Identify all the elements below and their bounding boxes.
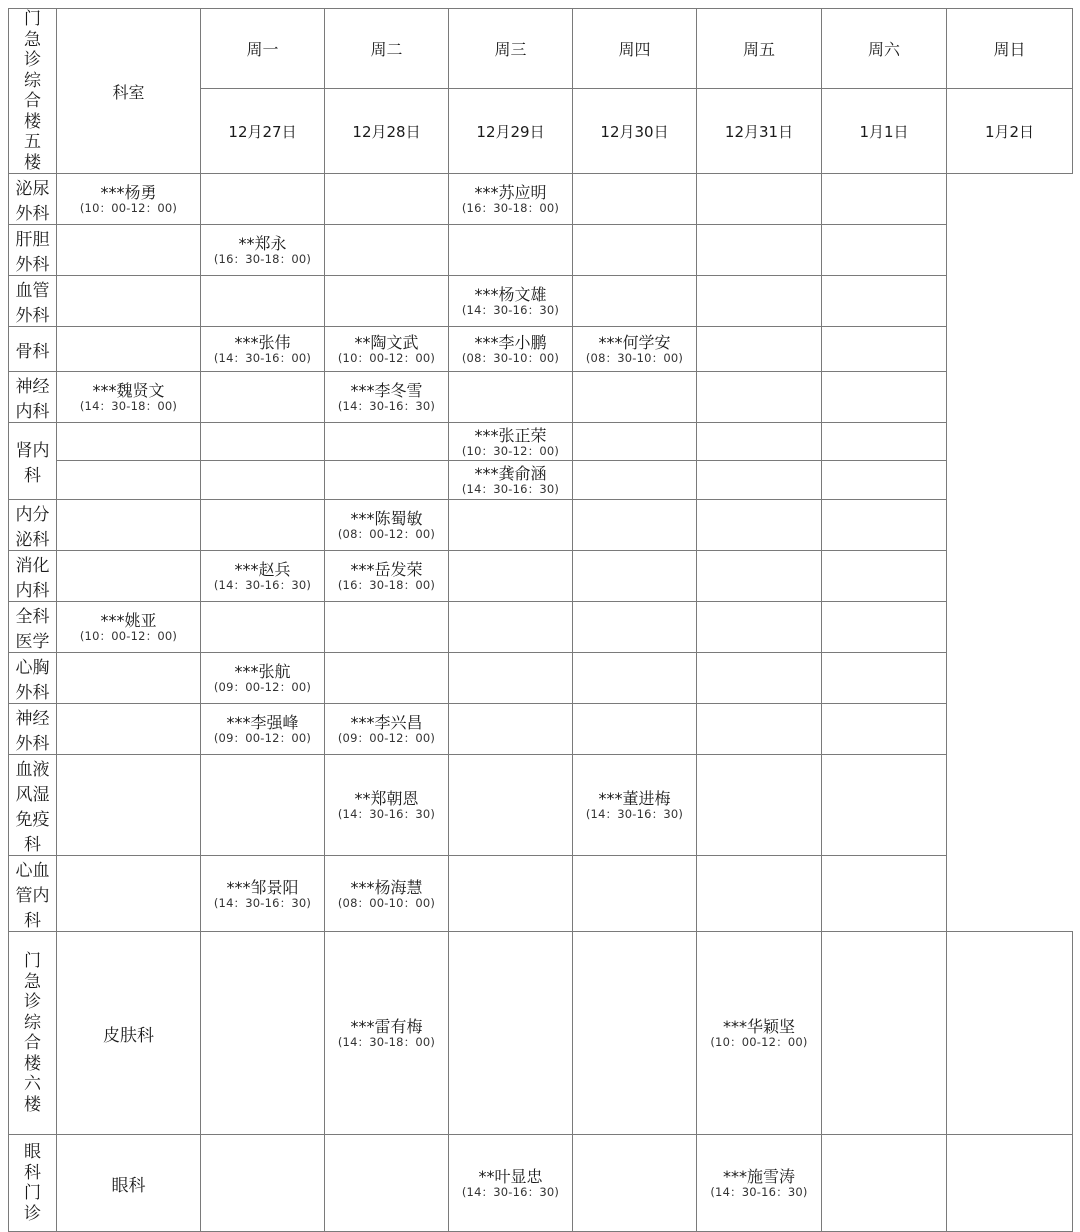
weekday-header: 周日 (947, 9, 1073, 89)
empty-slot (325, 276, 449, 327)
date-header: 12月29日 (449, 89, 573, 174)
doctor-slot (325, 551, 449, 602)
empty-slot (57, 276, 201, 327)
table-row (9, 653, 1073, 704)
clinic-time: (14：30-16：30) (710, 1185, 808, 1199)
doctor-name: **郑朝恩 (354, 789, 419, 808)
area-label-5f: 门 急 诊 综 合 楼 五 楼 (24, 9, 41, 173)
weekday-header: 周六 (822, 9, 947, 89)
weekday-header: 周三 (449, 9, 573, 89)
empty-slot (697, 327, 822, 372)
empty-slot (573, 174, 697, 225)
empty-slot (822, 174, 947, 225)
empty-slot (201, 461, 325, 500)
empty-slot (57, 423, 201, 461)
empty-slot (697, 755, 822, 856)
doctor-name: ***杨海慧 (350, 877, 423, 897)
clinic-time: (09：00-12：00) (213, 680, 312, 694)
empty-slot (822, 755, 947, 856)
empty-slot (57, 755, 201, 856)
doctor-slot (325, 755, 449, 856)
empty-slot (822, 551, 947, 602)
date-header: 1月2日 (947, 89, 1073, 174)
empty-slot (947, 1135, 1073, 1232)
empty-slot (325, 602, 449, 653)
empty-slot (822, 1135, 947, 1232)
weekday-header: 周四 (573, 9, 697, 89)
empty-slot (449, 932, 573, 1135)
doctor-name: ***赵兵 (234, 560, 291, 579)
empty-slot (573, 856, 697, 932)
empty-slot (201, 372, 325, 423)
clinic-time: (14：30-16：30) (461, 482, 560, 496)
doctor-slot (325, 856, 449, 932)
clinic-time: (08：30-10：00) (461, 351, 560, 365)
clinic-time: (14：30-16：30) (461, 303, 560, 317)
dept-name: 肾内科 (9, 423, 57, 500)
doctor-name: ***施雪涛 (722, 1167, 795, 1186)
schedule-table (8, 8, 1073, 1232)
dept-name: 消化内科 (9, 551, 57, 602)
empty-slot (325, 1135, 449, 1232)
area-cell (9, 9, 57, 174)
empty-slot (697, 225, 822, 276)
table-row (9, 856, 1073, 932)
dept-name: 血液风湿免疫科 (9, 755, 57, 856)
dept-name: 心血管内科 (9, 856, 57, 932)
clinic-time: (10：00-12：00) (710, 1035, 808, 1049)
doctor-name: ***龚俞涵 (474, 464, 547, 483)
weekday-header: 周一 (201, 9, 325, 89)
empty-slot (697, 704, 822, 755)
doctor-slot (57, 602, 201, 653)
empty-slot (697, 551, 822, 602)
table-row (9, 932, 1073, 1135)
date-header: 1月1日 (822, 89, 947, 174)
clinic-time: (10：00-12：00) (79, 201, 178, 215)
doctor-name: ***华颖坚 (722, 1017, 795, 1036)
area-label: 眼 科 门 诊 (24, 1142, 41, 1224)
empty-slot (822, 602, 947, 653)
empty-slot (573, 461, 697, 500)
doctor-slot (57, 372, 201, 423)
doctor-name: ***苏应明 (474, 183, 547, 202)
area-label: 门 急 诊 综 合 楼 六 楼 (24, 951, 41, 1115)
empty-slot (573, 225, 697, 276)
area-cell (9, 932, 57, 1135)
empty-slot (201, 602, 325, 653)
empty-slot (947, 932, 1073, 1135)
doctor-slot (449, 174, 573, 225)
empty-slot (822, 276, 947, 327)
empty-slot (449, 500, 573, 551)
empty-slot (201, 423, 325, 461)
doctor-slot (449, 327, 573, 372)
table-row (9, 461, 1073, 500)
empty-slot (573, 423, 697, 461)
empty-slot (449, 653, 573, 704)
table-row (9, 755, 1073, 856)
empty-slot (573, 500, 697, 551)
doctor-slot (201, 551, 325, 602)
table-row (9, 174, 1073, 225)
weekday-header: 周二 (325, 9, 449, 89)
doctor-slot (201, 856, 325, 932)
empty-slot (822, 372, 947, 423)
empty-slot (325, 225, 449, 276)
clinic-time: (08：30-10：00) (585, 351, 684, 365)
empty-slot (201, 755, 325, 856)
weekday-header: 周五 (697, 9, 822, 89)
empty-slot (325, 653, 449, 704)
empty-slot (57, 653, 201, 704)
table-row (9, 423, 1073, 461)
doctor-slot (573, 327, 697, 372)
doctor-name: **陶文武 (354, 333, 419, 352)
clinic-time: (16：30-18：00) (337, 578, 436, 592)
date-header: 12月28日 (325, 89, 449, 174)
dept-name: 骨科 (9, 327, 57, 372)
empty-slot (449, 755, 573, 856)
doctor-name: ***岳发荣 (350, 560, 423, 579)
table-row (9, 327, 1073, 372)
empty-slot (201, 174, 325, 225)
empty-slot (201, 932, 325, 1135)
clinic-time: (16：30-18：00) (213, 252, 312, 266)
empty-slot (697, 653, 822, 704)
doctor-name: ***雷有梅 (350, 1017, 423, 1036)
clinic-time: (14：30-18：00) (337, 1035, 436, 1049)
clinic-time: (10：00-12：00) (79, 629, 178, 643)
empty-slot (822, 856, 947, 932)
doctor-name: ***李小鹏 (474, 333, 547, 352)
doctor-slot (57, 174, 201, 225)
dept-name: 全科医学 (9, 602, 57, 653)
empty-slot (325, 461, 449, 500)
doctor-slot (201, 327, 325, 372)
table-row (9, 276, 1073, 327)
empty-slot (573, 602, 697, 653)
empty-slot (697, 461, 822, 500)
doctor-slot (449, 276, 573, 327)
empty-slot (573, 704, 697, 755)
empty-slot (449, 225, 573, 276)
area-cell (9, 1135, 57, 1232)
empty-slot (57, 461, 201, 500)
clinic-time: (14：30-16：30) (461, 1185, 560, 1199)
doctor-slot (697, 1135, 822, 1232)
empty-slot (822, 423, 947, 461)
empty-slot (822, 225, 947, 276)
table-row (9, 551, 1073, 602)
empty-slot (57, 327, 201, 372)
empty-slot (449, 602, 573, 653)
empty-slot (697, 500, 822, 551)
empty-slot (573, 551, 697, 602)
doctor-slot (325, 704, 449, 755)
date-header: 12月27日 (201, 89, 325, 174)
empty-slot (449, 856, 573, 932)
dept-name: 泌尿外科 (9, 174, 57, 225)
doctor-slot (325, 500, 449, 551)
doctor-name: ***邹景阳 (226, 877, 299, 897)
empty-slot (697, 372, 822, 423)
dept-name: 神经内科 (9, 372, 57, 423)
doctor-slot (573, 755, 697, 856)
empty-slot (449, 551, 573, 602)
empty-slot (57, 704, 201, 755)
clinic-time: (14：30-16：30) (337, 399, 436, 413)
clinic-time: (14：30-16：30) (213, 578, 312, 592)
table-row (9, 500, 1073, 551)
empty-slot (201, 1135, 325, 1232)
dept-name: 血管外科 (9, 276, 57, 327)
table-row (9, 225, 1073, 276)
empty-slot (57, 225, 201, 276)
empty-slot (573, 276, 697, 327)
empty-slot (822, 461, 947, 500)
empty-slot (573, 1135, 697, 1232)
doctor-name: ***李冬雪 (350, 381, 423, 400)
date-header: 12月30日 (573, 89, 697, 174)
dept-header: 科室 (57, 9, 201, 174)
doctor-name: ***张伟 (234, 333, 291, 352)
empty-slot (697, 423, 822, 461)
clinic-time: (16：30-18：00) (461, 201, 560, 215)
table-row (9, 704, 1073, 755)
doctor-slot (201, 653, 325, 704)
empty-slot (822, 704, 947, 755)
dept-name: 神经外科 (9, 704, 57, 755)
empty-slot (697, 276, 822, 327)
doctor-slot (449, 423, 573, 461)
table-row (9, 372, 1073, 423)
empty-slot (325, 174, 449, 225)
doctor-name: ***张正荣 (474, 425, 547, 445)
empty-slot (573, 372, 697, 423)
empty-slot (697, 856, 822, 932)
doctor-slot (449, 461, 573, 500)
clinic-time: (10：00-12：00) (337, 351, 436, 365)
dept-name: 皮肤科 (57, 932, 201, 1135)
doctor-name: ***魏贤文 (92, 381, 165, 400)
doctor-name: ***李兴昌 (350, 713, 423, 732)
clinic-time: (14：30-16：30) (585, 807, 684, 821)
clinic-time: (14：30-18：00) (79, 399, 178, 413)
empty-slot (822, 932, 947, 1135)
doctor-name: ***杨勇 (100, 183, 157, 202)
clinic-time: (08：00-10：00) (337, 895, 436, 910)
clinic-time: (09：00-12：00) (337, 731, 436, 745)
doctor-slot (697, 932, 822, 1135)
doctor-name: **叶显忠 (478, 1167, 543, 1186)
empty-slot (449, 372, 573, 423)
doctor-name: **郑永 (238, 234, 287, 253)
empty-slot (201, 500, 325, 551)
table-row (9, 602, 1073, 653)
clinic-time: (10：30-12：00) (461, 443, 560, 458)
doctor-name: ***杨文雄 (474, 285, 547, 304)
clinic-time: (14：30-16：30) (213, 895, 312, 910)
empty-slot (822, 500, 947, 551)
doctor-name: ***陈蜀敏 (350, 509, 423, 528)
empty-slot (201, 276, 325, 327)
empty-slot (57, 500, 201, 551)
clinic-time: (09：00-12：00) (213, 731, 312, 745)
dept-name: 内分泌科 (9, 500, 57, 551)
doctor-slot (449, 1135, 573, 1232)
doctor-slot (325, 327, 449, 372)
empty-slot (325, 423, 449, 461)
doctor-slot (325, 372, 449, 423)
empty-slot (57, 856, 201, 932)
clinic-time: (14：30-16：00) (213, 351, 312, 365)
empty-slot (697, 174, 822, 225)
doctor-name: ***张航 (234, 662, 291, 681)
doctor-name: ***姚亚 (100, 611, 157, 630)
clinic-time: (08：00-12：00) (337, 527, 436, 541)
empty-slot (57, 551, 201, 602)
doctor-slot (201, 704, 325, 755)
empty-slot (449, 704, 573, 755)
dept-name: 眼科 (57, 1135, 201, 1232)
doctor-slot (325, 932, 449, 1135)
doctor-slot (201, 225, 325, 276)
dept-name: 肝胆外科 (9, 225, 57, 276)
table-row (9, 1135, 1073, 1232)
doctor-name: ***李强峰 (226, 713, 299, 732)
empty-slot (697, 602, 822, 653)
date-header: 12月31日 (697, 89, 822, 174)
empty-slot (573, 653, 697, 704)
doctor-name: ***何学安 (598, 333, 671, 352)
empty-slot (822, 653, 947, 704)
empty-slot (573, 932, 697, 1135)
doctor-name: ***董进梅 (598, 789, 671, 808)
clinic-time: (14：30-16：30) (337, 807, 436, 821)
empty-slot (822, 327, 947, 372)
dept-name: 心胸外科 (9, 653, 57, 704)
